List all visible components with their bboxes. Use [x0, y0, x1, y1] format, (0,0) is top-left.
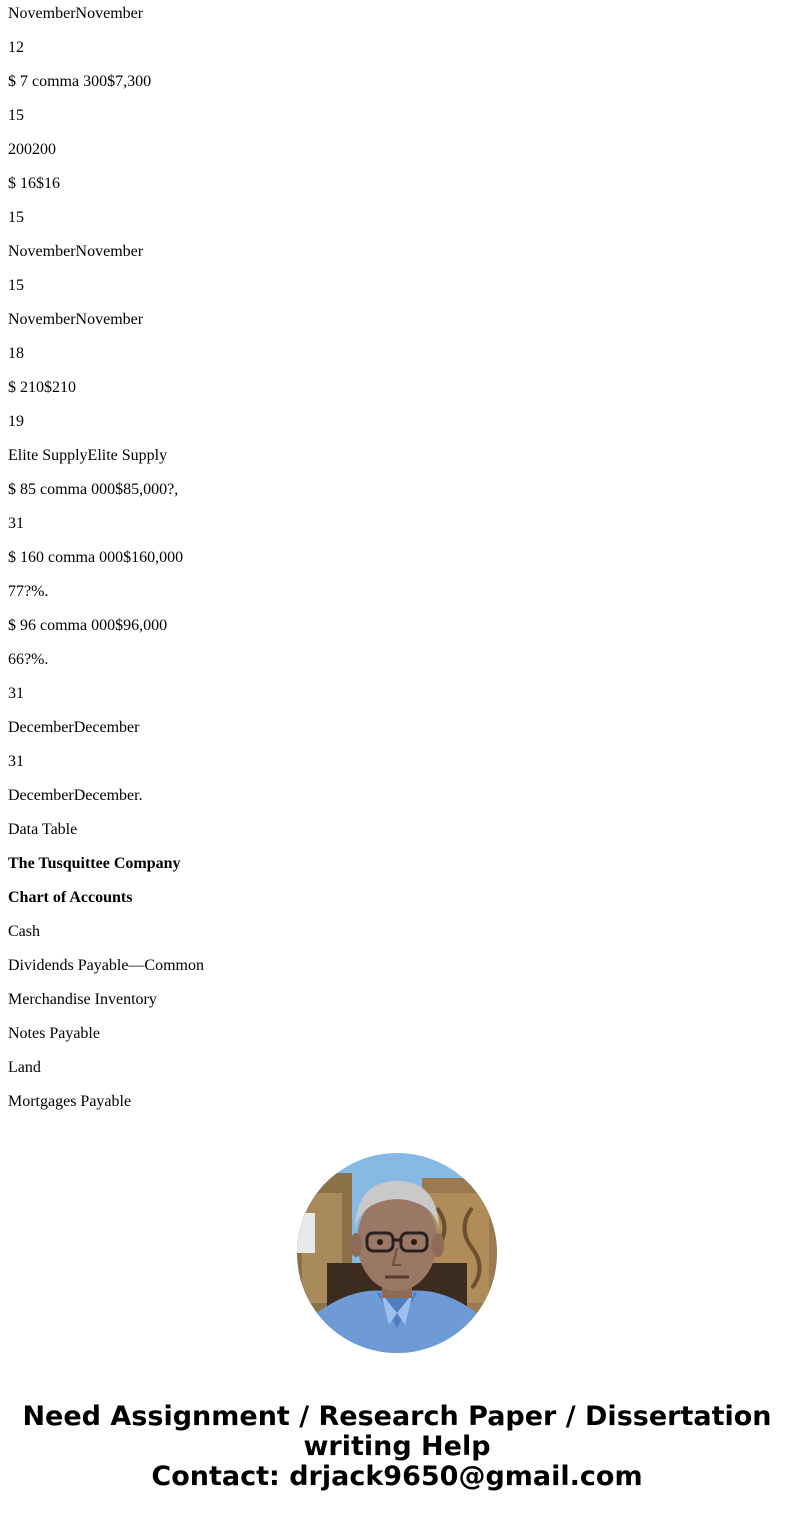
text-line: 19 [8, 413, 24, 430]
cta-subheadline: writing Help [303, 1431, 491, 1462]
company-name-heading: The Tusquittee Company [8, 855, 181, 872]
contact-email: Contact: drjack9650@gmail.com [151, 1461, 643, 1492]
text-line: 18 [8, 345, 24, 362]
cta-headline: Need Assignment / Research Paper / Dissertation [22, 1401, 772, 1432]
text-line: 31 [8, 753, 24, 770]
text-line: 31 [8, 685, 24, 702]
text-line: 31 [8, 515, 24, 532]
text-line: DecemberDecember. [8, 787, 143, 804]
text-line: 15 [8, 277, 24, 294]
text-line: 12 [8, 39, 24, 56]
text-line: 66?%. [8, 651, 49, 668]
text-line: 77?%. [8, 583, 49, 600]
text-line: $ 16$16 [8, 175, 60, 192]
account-name: Dividends Payable—Common [8, 957, 204, 974]
document-text-lines [8, 0, 788, 1122]
text-line: 200200 [8, 141, 56, 158]
text-line: $ 85 comma 000$85,000?, [8, 481, 179, 498]
text-line: 15 [8, 209, 24, 226]
author-photo-icon [297, 1153, 497, 1353]
text-line: NovemberNovember [8, 5, 144, 22]
text-line: NovemberNovember [8, 243, 144, 260]
data-table-link: Data Table [8, 821, 78, 838]
text-line: NovemberNovember [8, 311, 144, 328]
author-avatar [297, 1153, 497, 1353]
text-line: 15 [8, 107, 24, 124]
account-name: Mortgages Payable [8, 1093, 132, 1110]
account-name: Notes Payable [8, 1025, 100, 1042]
chart-of-accounts-heading: Chart of Accounts [8, 889, 133, 906]
account-name: Merchandise Inventory [8, 991, 157, 1008]
account-name: Cash [8, 923, 40, 940]
text-line: Elite SupplyElite Supply [8, 447, 168, 464]
account-name: Land [8, 1059, 41, 1076]
text-line: $ 7 comma 300$7,300 [8, 73, 152, 90]
contact-banner [0, 1402, 794, 1492]
text-line: $ 160 comma 000$160,000 [8, 549, 184, 566]
text-line: $ 210$210 [8, 379, 76, 396]
text-line: DecemberDecember [8, 719, 140, 736]
text-line: $ 96 comma 000$96,000 [8, 617, 168, 634]
